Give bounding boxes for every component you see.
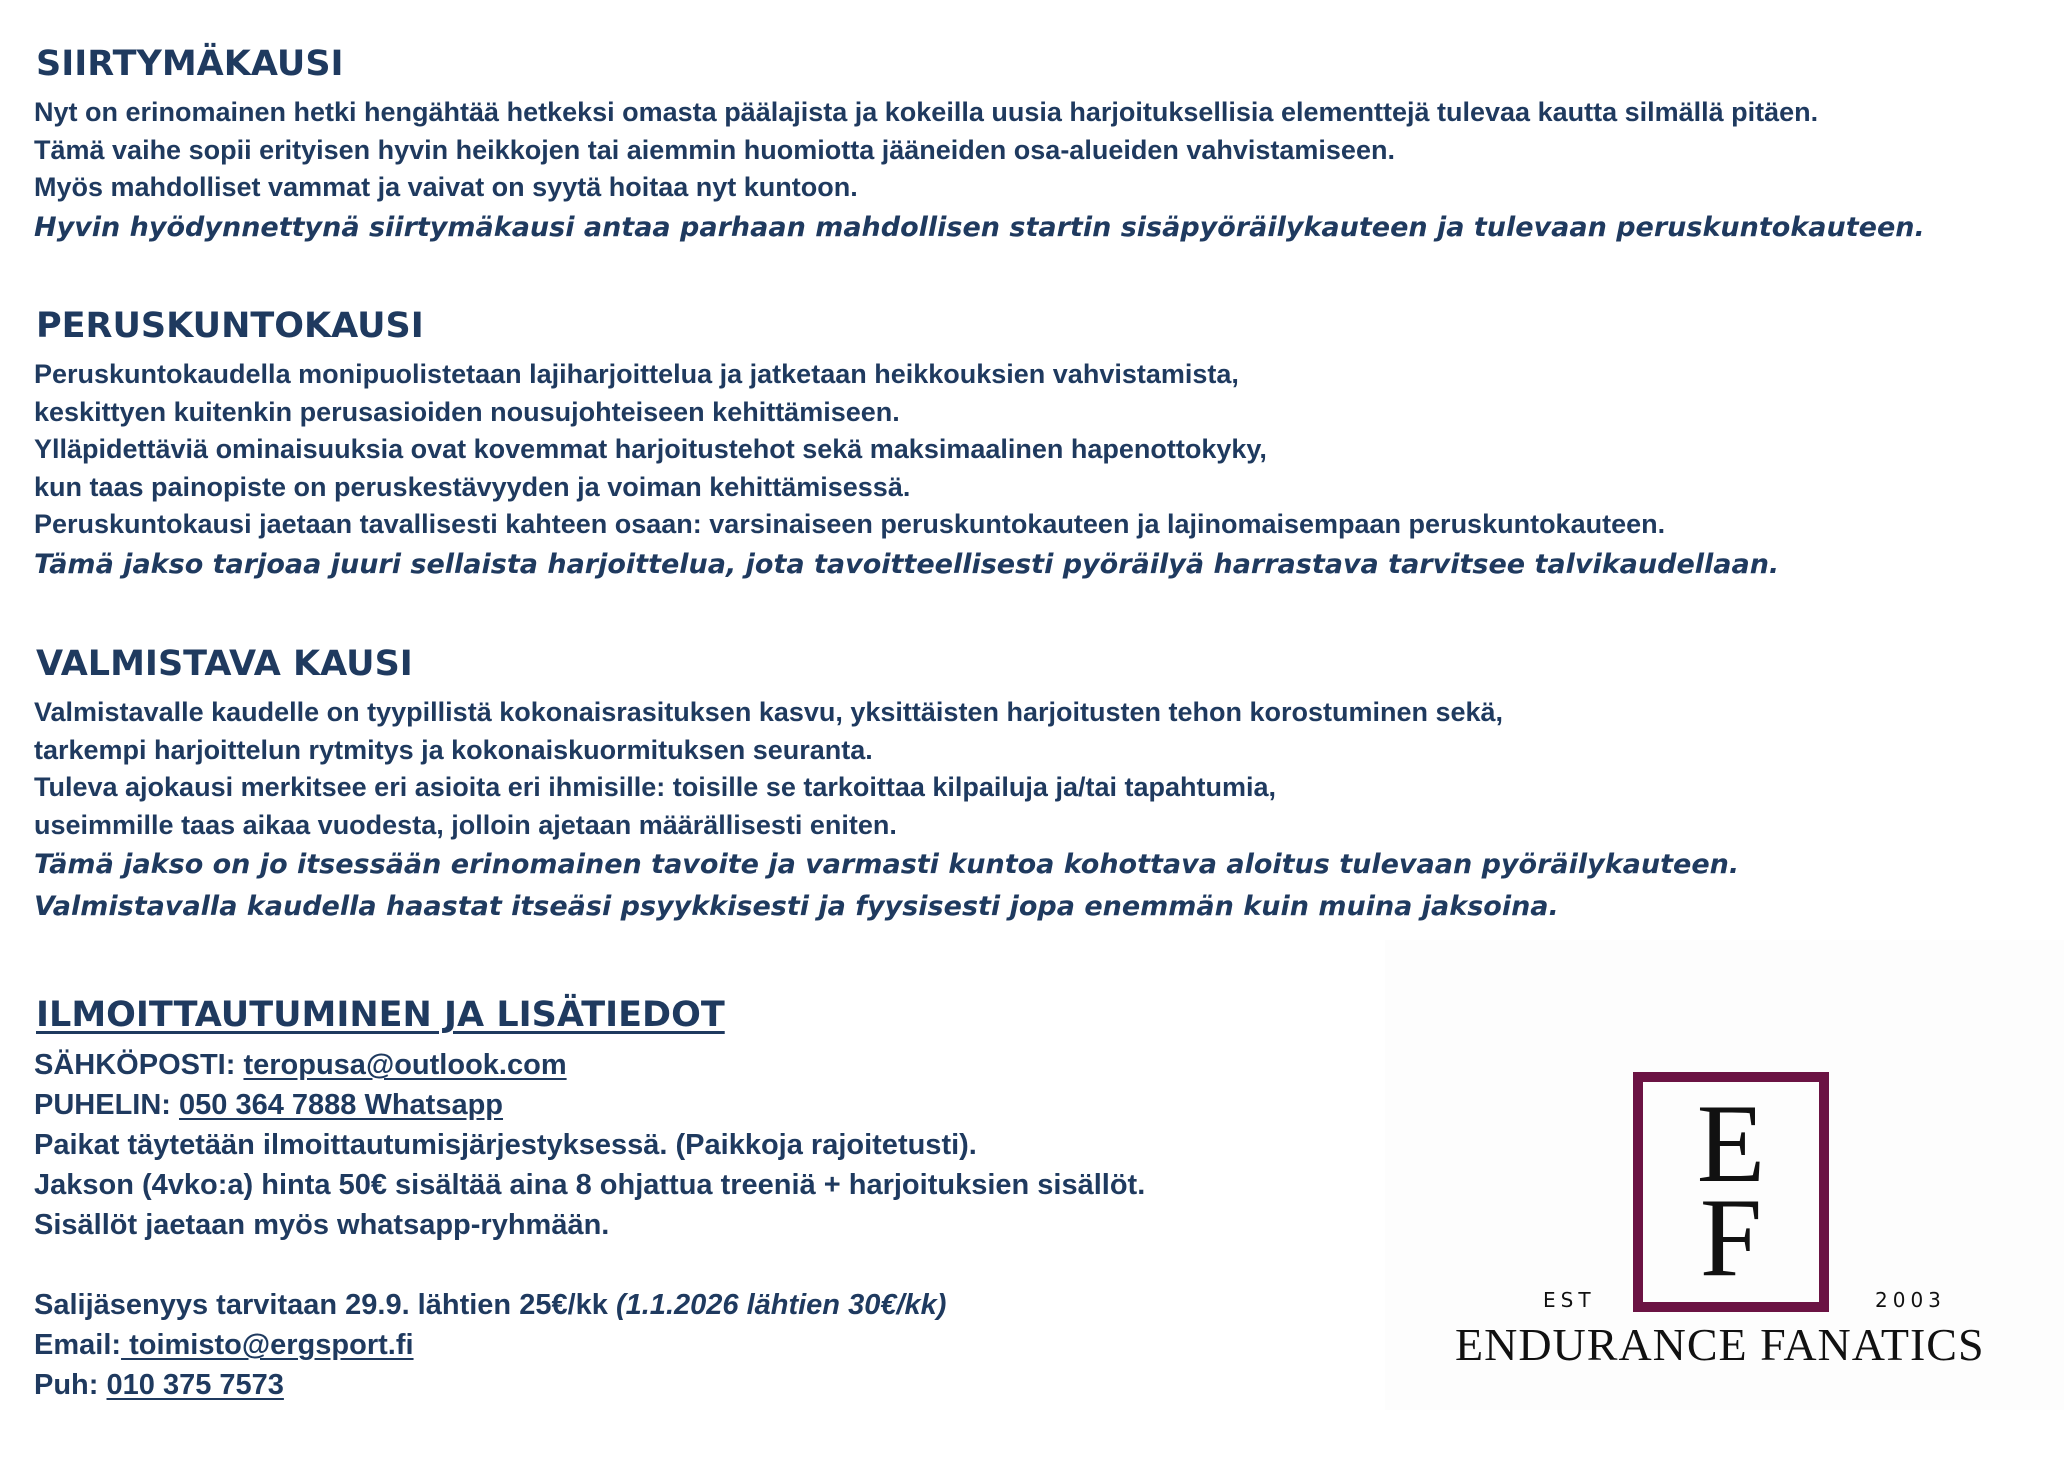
paragraph-line: Peruskuntokaudella monipuolistetaan lajiharjoittelua ja jatketaan heikkouksien vahvistamista, <box>34 359 1239 389</box>
phone-row <box>34 1085 1145 1125</box>
paragraph-line: tarkempi harjoittelun rytmitys ja kokonaiskuormituksen seuranta. <box>34 734 873 765</box>
logo-est: EST <box>1543 1288 1596 1312</box>
monogram-e: E <box>1696 1082 1766 1206</box>
gym-membership-note: (1.1.2026 lähtien 30€/kk) <box>615 1289 947 1321</box>
logo-year: 2003 <box>1875 1288 1946 1312</box>
paragraph-line: useimmille taas aikaa vuodesta, jolloin ajetaan määrällisesti eniten. <box>34 809 897 840</box>
email-label: SÄHKÖPOSTI: <box>34 1049 244 1081</box>
gym-phone-row <box>34 1365 1145 1405</box>
section-siirtymakausi <box>34 44 1925 249</box>
section-title: PERUSKUNTOKAUSI <box>36 306 424 346</box>
paragraph-line: Ylläpidettäviä ominaisuuksia ovat kovemmat harjoitustehot sekä maksimaalinen hapenottokyky, <box>34 434 1267 464</box>
section-title: VALMISTAVA KAUSI <box>36 644 413 684</box>
section-title: SIIRTYMÄKAUSI <box>36 44 344 84</box>
paragraph-line: Nyt on erinomainen hetki hengähtää hetkeksi omasta päälajista ja kokeilla uusia harjoituksellisia elementtejä tulevaa kautta silmällä pitäen. <box>34 97 1819 127</box>
email-link[interactable]: teropusa@outlook.com <box>243 1049 567 1081</box>
emphasis-line: Tämä jakso tarjoaa juuri sellaista harjoittelua, jota tavoitteellisesti pyöräilyä harrastava tarvitsee talvikaudellaan. <box>34 548 1780 580</box>
section-valmistava-kausi <box>34 644 1739 928</box>
info-line: Jakson (4vko:a) hinta 50€ sisältää aina 8 ohjattua treeniä + harjoituksien sisällöt. <box>34 1169 1146 1201</box>
email-row <box>34 1045 1145 1085</box>
info-line: Sisällöt jaetaan myös whatsapp-ryhmään. <box>34 1209 610 1241</box>
section-title: ILMOITTAUTUMINEN JA LISÄTIEDOT <box>36 995 725 1035</box>
phone-link[interactable]: 050 364 7888 Whatsapp <box>179 1089 504 1121</box>
gym-email-label: Email: <box>34 1329 122 1361</box>
gym-membership-text: Salijäsenyys tarvitaan 29.9. lähtien 25€/kk <box>34 1289 616 1321</box>
paragraph-line: Peruskuntokausi jaetaan tavallisesti kahteen osaan: varsinaiseen peruskuntokauteen ja lajinomaisempaan peruskuntokauteen. <box>34 509 1666 539</box>
logo-frame <box>1633 1072 1829 1312</box>
gym-email-link[interactable]: toimisto@ergsport.fi <box>121 1329 414 1361</box>
phone-label: PUHELIN: <box>34 1089 179 1121</box>
gym-membership-row <box>34 1285 1145 1325</box>
monogram-f: F <box>1699 1176 1763 1300</box>
paragraph-line: Tämä vaihe sopii erityisen hyvin heikkojen tai aiemmin huomiotta jääneiden osa-alueiden vahvistamiseen. <box>34 134 1395 165</box>
paragraph-line: Myös mahdolliset vammat ja vaivat on syytä hoitaa nyt kuntoon. <box>34 172 858 202</box>
emphasis-line: Tämä jakso on jo itsessään erinomainen tavoite ja varmasti kuntoa kohottava aloitus tulevaan pyöräilykauteen. <box>34 849 1740 880</box>
info-line: Paikat täytetään ilmoittautumisjärjestyksessä. (Paikkoja rajoitetusti). <box>34 1129 977 1161</box>
paragraph-line: Valmistavalle kaudelle on tyypillistä kokonaisrasituksen kasvu, yksittäisten harjoitusten tehon korostuminen sekä, <box>34 697 1504 727</box>
emphasis-line: Valmistavalla kaudella haastat itseäsi psyykkisesti ja fyysisesti jopa enemmän kuin muina jaksoina. <box>34 891 1559 922</box>
gym-email-row <box>34 1325 1145 1365</box>
paragraph-line: Tuleva ajokausi merkitsee eri asioita eri ihmisille: toisille se tarkoittaa kilpailuja ja/tai tapahtumia, <box>34 772 1276 802</box>
logo-monogram <box>1643 1082 1819 1302</box>
section-contact <box>34 995 1145 1405</box>
section-peruskuntokausi <box>34 306 1779 586</box>
paragraph-line: kun taas painopiste on peruskestävyyden ja voiman kehittämisessä. <box>34 471 911 502</box>
logo-name: ENDURANCE FANATICS <box>1455 1319 1985 1370</box>
spacer <box>34 1245 1145 1285</box>
emphasis-line: Hyvin hyödynnettynä siirtymäkausi antaa parhaan mahdollisen startin sisäpyöräilykauteen ja tulevaan peruskuntokauteen. <box>34 211 1925 243</box>
paragraph-line: keskittyen kuitenkin perusasioiden nousujohteiseen kehittämiseen. <box>34 396 900 427</box>
endurance-fanatics-logo <box>1385 940 2064 1410</box>
gym-phone-label: Puh: <box>34 1369 107 1401</box>
gym-phone-link[interactable]: 010 375 7573 <box>106 1369 284 1401</box>
